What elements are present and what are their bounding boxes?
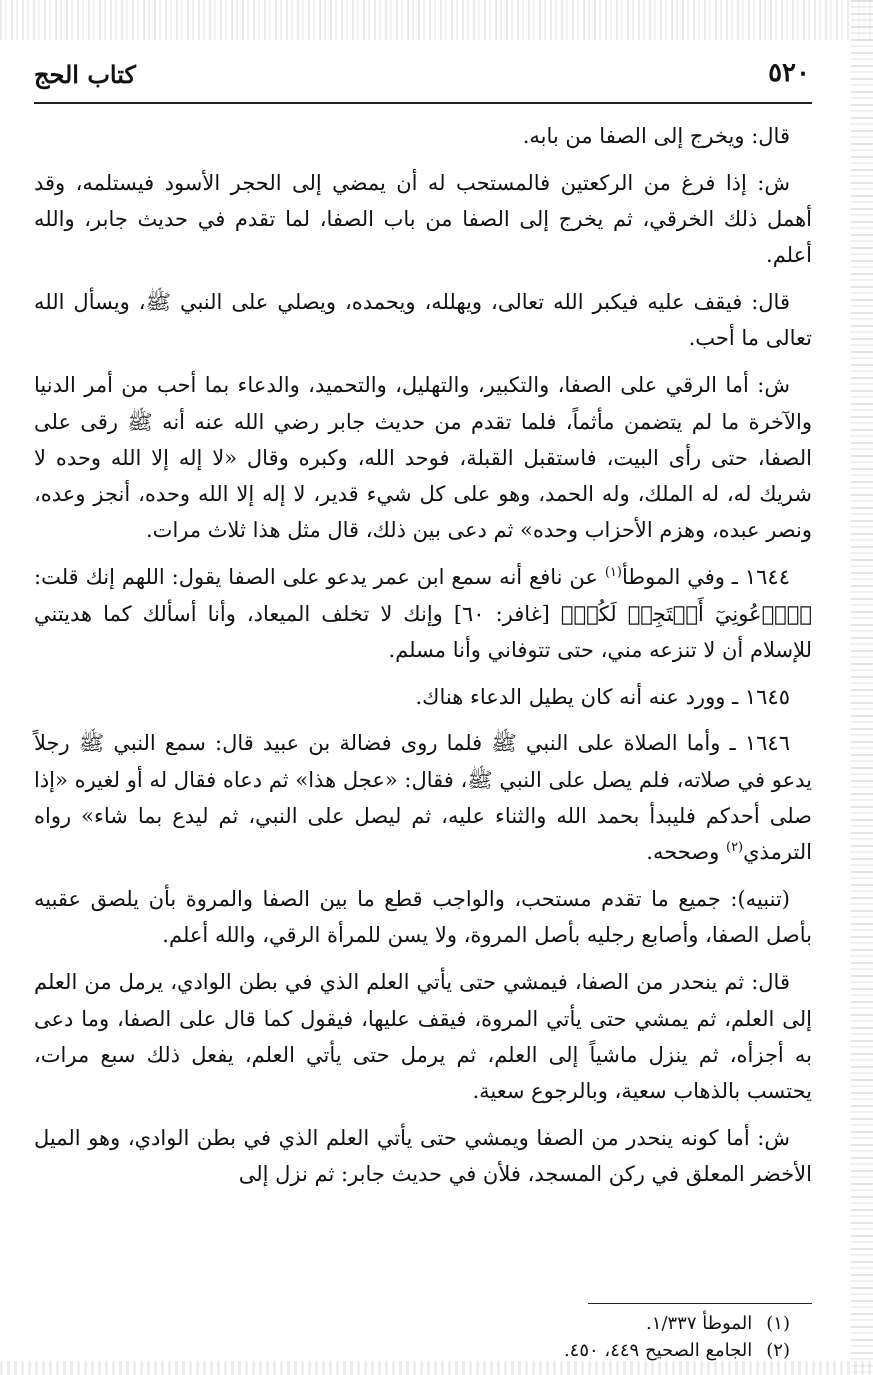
- footnote-text: الموطأ ١/٣٣٧.: [646, 1313, 753, 1334]
- paragraph: قال: ثم ينحدر من الصفا، فيمشي حتى يأتي العلم الذي في بطن الوادي، يرمل من العلم إلى العلم، ثم يمشي حتى يأتي المروة، فيقف عليها، فيقول كما قال على الصفا، وما دعى به أجزأه، ثم ينزل ماشياً إلى العلم، ثم يرمل حتى يأتي العلم، يفعل ذلك سبع مرات، يحتسب بالذهاب سعية، وبالرجوع سعية.: [34, 970, 812, 1104]
- paragraph-1644: [34, 559, 812, 668]
- footnote-number: (٢): [766, 1340, 790, 1361]
- paragraph-1646: [34, 725, 812, 870]
- paragraph-1646-text: ١٦٤٦ ـ وأما الصلاة على النبي ﷺ فلما روى فضالة بن عبيد قال: سمع النبي ﷺ رجلاً يدعو في صلاته، فلم يصل على النبي ﷺ، فقال: «عجل هذا» ثم دعاه فقال له أو لغيره «إذا صلى أحدكم فليبدأ بحمد الله والثناء عليه، ثم ليصل على النبي، ثم ليدع بما شاء» رواه الترمذي: [34, 731, 813, 865]
- paragraph: (تنبيه): جميع ما تقدم مستحب، والواجب قطع ما بين الصفا والمروة بأن يلصق عقبيه بأصل الصفا، وأصابع رجليه بأصل المروة، ولا يسن للمرأة الرقي، والله أعلم.: [34, 887, 812, 948]
- paragraph-1646-text-cont: وصححه.: [646, 840, 726, 865]
- footnote-number: (١): [766, 1313, 790, 1334]
- footnote-item: [34, 1310, 790, 1337]
- footnote-item: [34, 1337, 790, 1364]
- footnote-ref-1[interactable]: (١): [604, 565, 622, 581]
- footnote-text: الجامع الصحيح ٤٤٩، ٤٥٠.: [563, 1340, 753, 1361]
- paragraph-1645: ١٦٤٥ ـ وورد عنه أنه كان يطيل الدعاء هناك.: [415, 684, 790, 709]
- header-rule: [34, 102, 812, 104]
- paragraph-1644-text-cont: عن نافع أنه سمع ابن عمر يدعو على الصفا يقول: اللهم إنك قلت: ﴿ٱدۡعُونِيٓ أَسۡتَجِبۡ لَكُمۡ﴾ [غافر: ٦٠] وإنك لا تخلف الميعاد، وأنا أسألك كما هديتني للإسلام أن لا تنزعه مني، حتى تتوفاني وأنا مسلم.: [34, 565, 812, 662]
- scan-noise-right: [851, 0, 873, 1375]
- paragraph: ش: أما الرقي على الصفا، والتكبير، والتهليل، والتحميد، والدعاء بما أحب من أمر الدنيا والآخرة ما لم يتضمن مأثماً، فلما تقدم من حديث جابر رضي الله عنه أنه ﷺ رقى على الصفا، حتى رأى البيت، فاستقبل القبلة، فوحد الله، وكبره وقال «لا إله إلا الله وحده لا شريك له، له الملك، وله الحمد، وهو على كل شيء قدير، لا إله إلا الله وحده، أنجز وعده، ونصر عبده، وهزم الأحزاب وحده» ثم دعى بين ذلك، قال مثل هذا ثلاث مرات.: [34, 373, 812, 543]
- paragraph: ش: إذا فرغ من الركعتين فالمستحب له أن يمضي إلى الحجر الأسود فيستلمه، وقد أهمل ذلك الخرقي، ثم يخرج إلى الصفا من باب الصفا، لما تقدم في حديث جابر، والله أعلم.: [34, 170, 812, 268]
- main-text: [34, 118, 812, 1203]
- scan-noise-top: [0, 0, 873, 40]
- running-title: كتاب الحج: [34, 60, 136, 89]
- footnotes: [34, 1310, 790, 1364]
- paragraph: قال: ويخرج إلى الصفا من بابه.: [522, 124, 790, 148]
- footnote-rule: [588, 1303, 812, 1304]
- page-header: [34, 58, 810, 94]
- paragraph: ش: أما كونه ينحدر من الصفا ويمشي حتى يأتي العلم الذي في بطن الوادي، وهو الميل الأخضر المعلق في ركن المسجد، فلأن في حديث جابر: ثم نزل إلى: [34, 1125, 812, 1187]
- page-number: ٥٢٠: [768, 58, 810, 88]
- footnote-ref-2[interactable]: (٢): [725, 840, 744, 856]
- paragraph: قال: فيقف عليه فيكبر الله تعالى، ويهلله، ويحمده، ويصلي على النبي ﷺ، ويسأل الله تعالى ما أحب.: [34, 290, 812, 351]
- paragraph-1644-text: ١٦٤٤ ـ وفي الموطأ: [621, 565, 790, 590]
